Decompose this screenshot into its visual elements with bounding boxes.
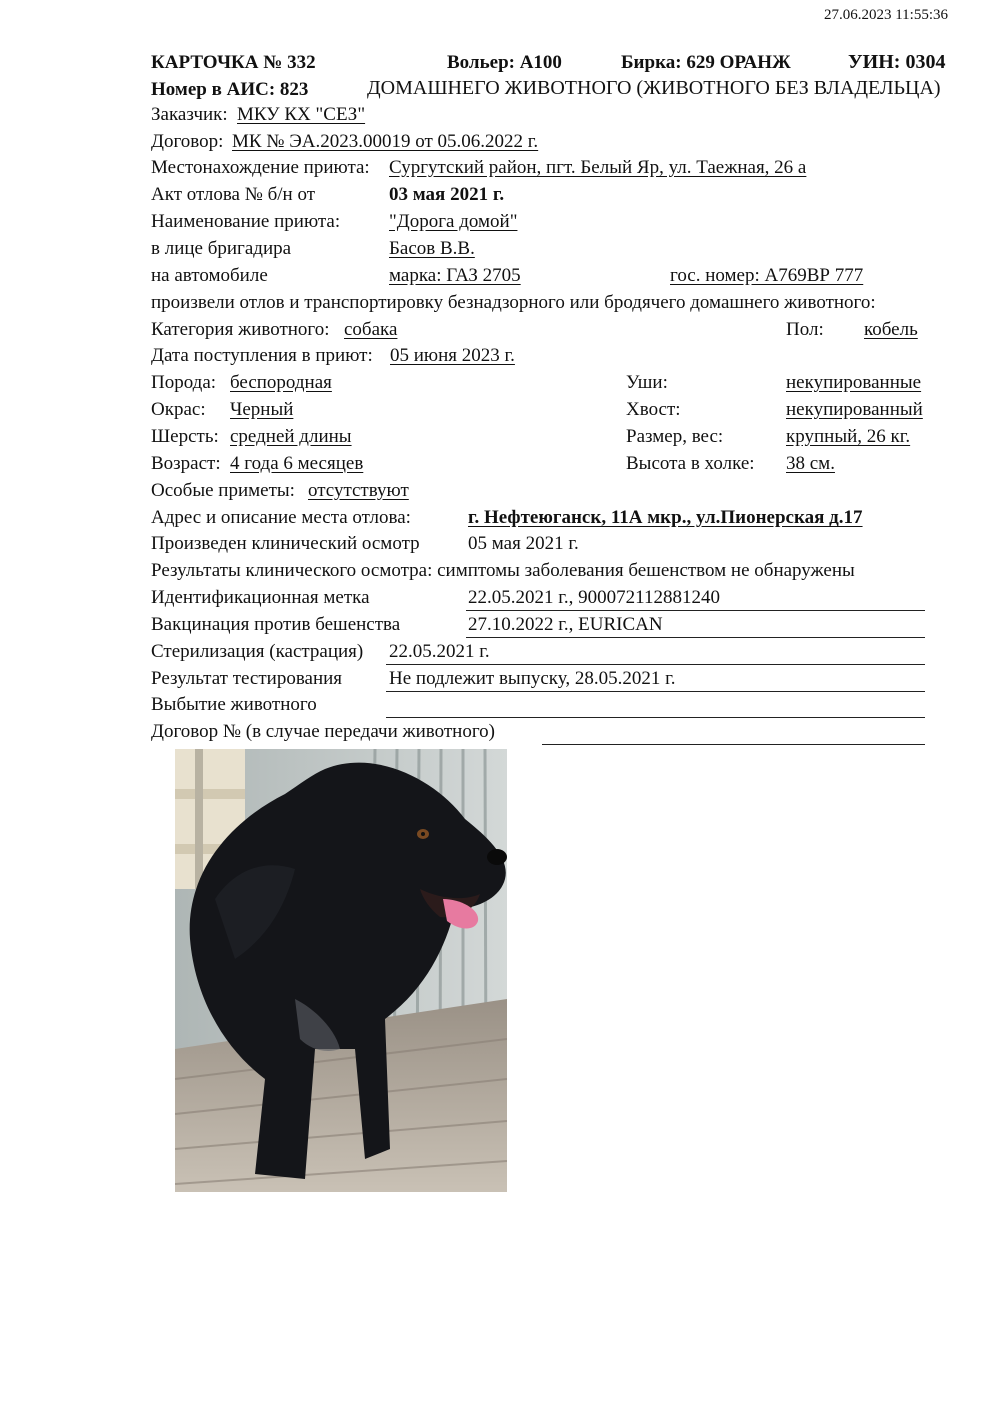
id-mark-label: Идентификационная метка [151, 587, 370, 608]
shelter-location-label: Местонахождение приюта: [151, 157, 370, 178]
departure-underline [386, 717, 925, 718]
height-label: Высота в холке: [626, 453, 755, 474]
testing-underline [386, 691, 925, 692]
breed-label: Порода: [151, 372, 217, 393]
tag: Бирка: 629 ОРАНЖ [621, 52, 791, 73]
ears-label: Уши: [626, 372, 668, 393]
testing-value: Не подлежит выпуску, 28.05.2021 г. [389, 668, 676, 689]
timestamp: 27.06.2023 11:55:36 [823, 7, 948, 23]
customer-label: Заказчик: [151, 104, 228, 125]
exam-results: Результаты клинического осмотра: симптомы заболевания бешенством не обнаружены [151, 560, 855, 581]
capture-address-value: г. Нефтеюганск, 11А мкр., ул.Пионерская д.17 [468, 507, 863, 528]
transfer-contract-underline [542, 744, 925, 745]
contract-value: МК № ЭА.2023.00019 от 05.06.2022 г. [232, 131, 539, 152]
exam-date: 05 мая 2021 г. [468, 533, 579, 554]
exam-label: Произведен клинический осмотр [151, 533, 420, 554]
vehicle-plate: гос. номер: А769ВР 777 [670, 265, 864, 286]
tail-label: Хвост: [626, 399, 681, 420]
card-number: КАРТОЧКА № 332 [151, 52, 316, 73]
sex-label: Пол: [786, 319, 824, 340]
sterilization-label: Стерилизация (кастрация) [151, 641, 364, 662]
fur-label: Шерсть: [151, 426, 219, 447]
category-label: Категория животного: [151, 319, 330, 340]
capture-act-label: Акт отлова № б/н от [151, 184, 316, 205]
vaccination-label: Вакцинация против бешенства [151, 614, 401, 635]
shelter-name-label: Наименование приюта: [151, 211, 341, 232]
shelter-name-value: "Дорога домой" [389, 211, 518, 232]
size-label: Размер, вес: [626, 426, 724, 447]
card-subtitle: ДОМАШНЕГО ЖИВОТНОГО (ЖИВОТНОГО БЕЗ ВЛАДЕЛЬЦА) [367, 77, 941, 99]
fur-value: средней длины [230, 426, 352, 447]
marks-label: Особые приметы: [151, 480, 295, 501]
enclosure: Вольер: А100 [447, 52, 562, 73]
foreman-value: Басов В.В. [389, 238, 475, 259]
sterilization-underline [386, 664, 925, 665]
color-value: Черный [230, 399, 294, 420]
transfer-contract-label: Договор № (в случае передачи животного) [151, 721, 495, 742]
category-value: собака [344, 319, 398, 340]
breed-value: беспородная [230, 372, 332, 393]
departure-label: Выбытие животного [151, 694, 317, 715]
size-value: крупный, 26 кг. [786, 426, 911, 447]
testing-label: Результат тестирования [151, 668, 343, 689]
marks-value: отсутствуют [308, 480, 409, 501]
age-value: 4 года 6 месяцев [230, 453, 364, 474]
capture-address-label: Адрес и описание места отлова: [151, 507, 411, 528]
arrival-value: 05 июня 2023 г. [390, 345, 515, 366]
foreman-label: в лице бригадира [151, 238, 292, 259]
uin: УИН: 0304 [848, 51, 946, 73]
shelter-location-value: Сургутский район, пгт. Белый Яр, ул. Таежная, 26 а [389, 157, 807, 178]
id-mark-value: 22.05.2021 г., 900072112881240 [468, 587, 720, 608]
id-mark-underline [466, 610, 925, 611]
statement: произвели отлов и транспортировку безнадзорного или бродячего домашнего животного: [151, 292, 876, 313]
vehicle-model: марка: ГАЗ 2705 [389, 265, 521, 286]
tail-value: некупированный [786, 399, 923, 420]
vehicle-label: на автомобиле [151, 265, 268, 286]
height-value: 38 см. [786, 453, 835, 474]
sterilization-value: 22.05.2021 г. [389, 641, 490, 662]
ais-number: Номер в АИС: 823 [151, 79, 309, 100]
ears-value: некупированные [786, 372, 922, 393]
vaccination-underline [466, 637, 925, 638]
age-label: Возраст: [151, 453, 221, 474]
customer-value: МКУ КХ "СЕЗ" [237, 104, 366, 125]
sex-value: кобель [864, 319, 918, 340]
contract-label: Договор: [151, 131, 224, 152]
vaccination-value: 27.10.2022 г., EURICAN [468, 614, 663, 635]
animal-photo [175, 749, 507, 1192]
arrival-label: Дата поступления в приют: [151, 345, 373, 366]
capture-act-date: 03 мая 2021 г. [389, 184, 505, 205]
color-label: Окрас: [151, 399, 206, 420]
